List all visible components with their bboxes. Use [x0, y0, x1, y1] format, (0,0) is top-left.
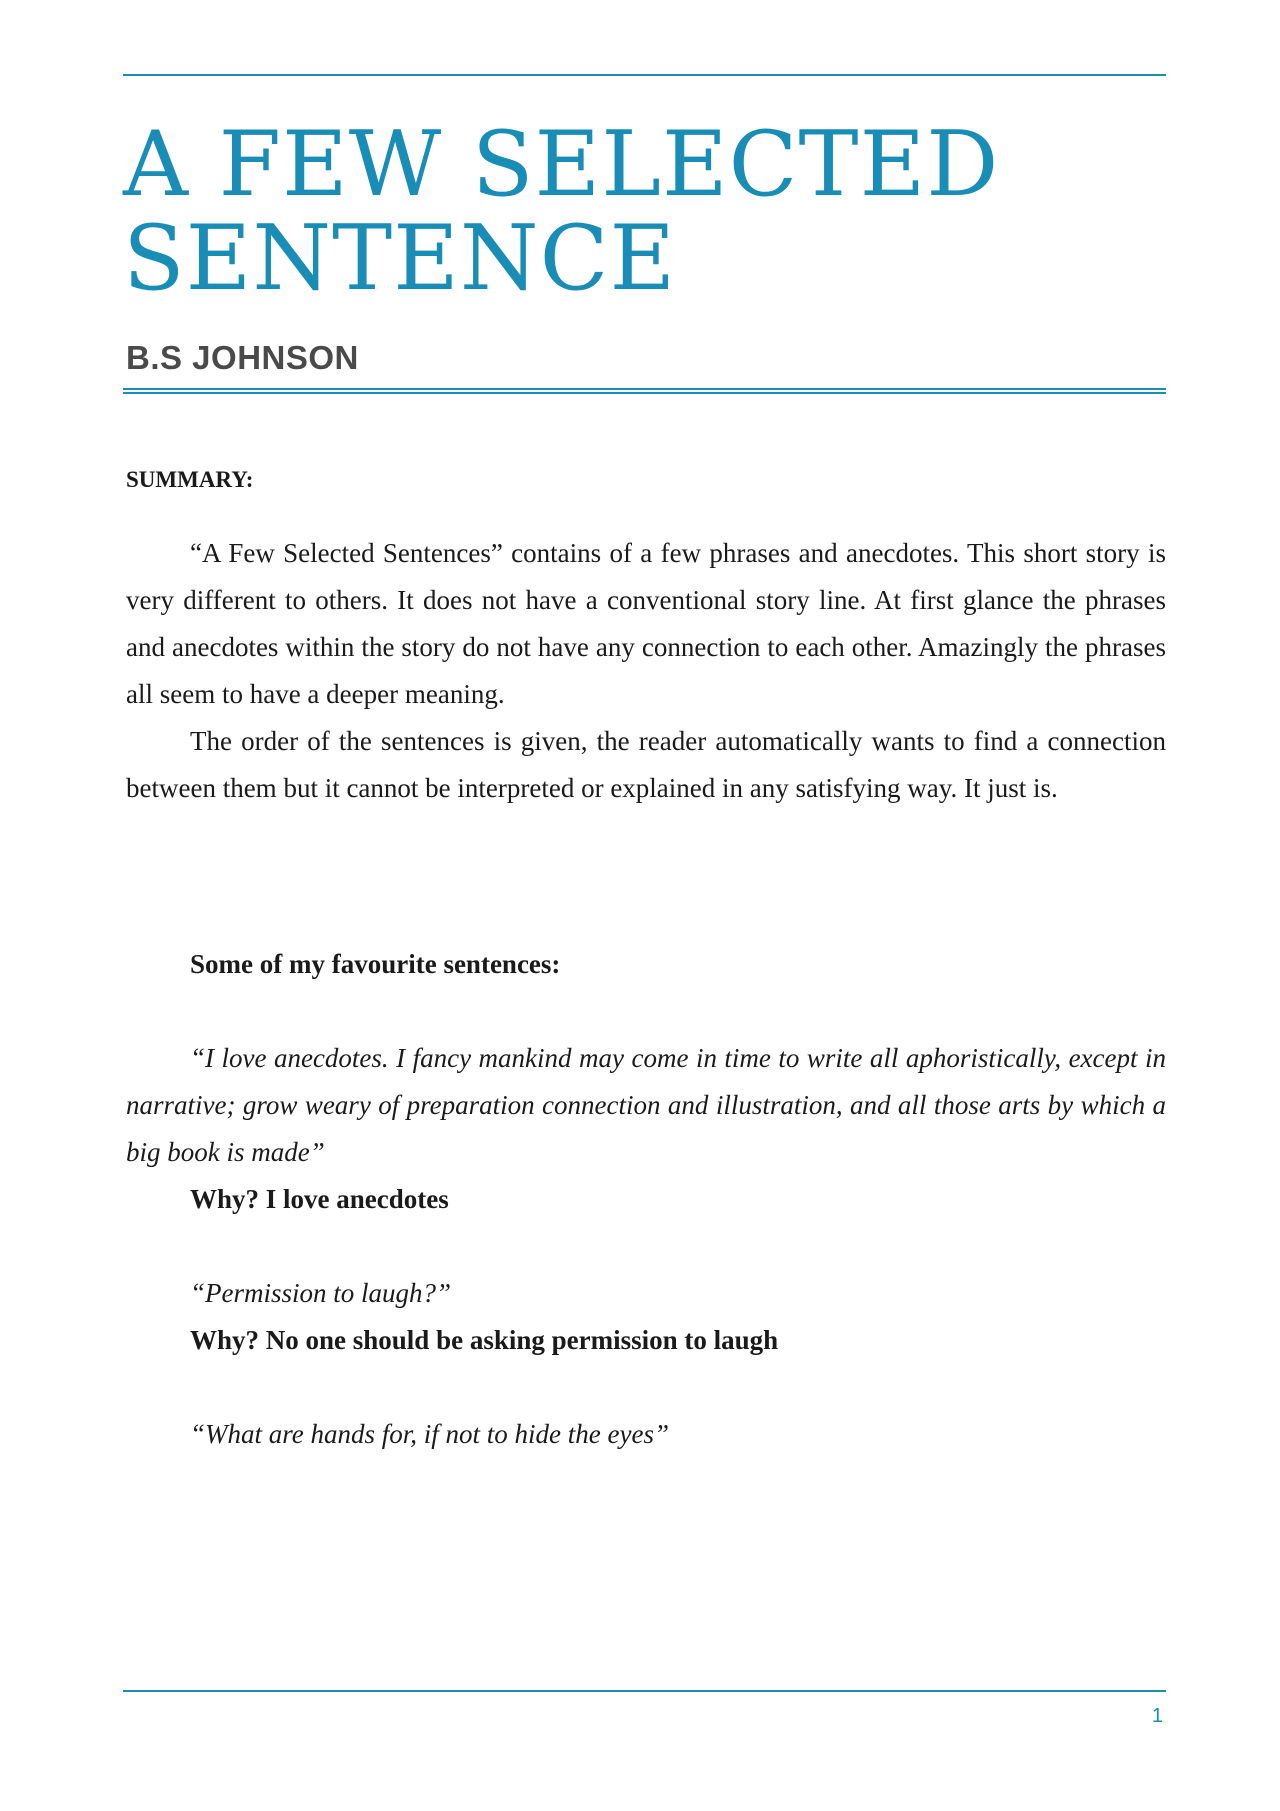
document-body	[126, 460, 1166, 1458]
title-double-rule	[123, 388, 1166, 394]
favourite-quote-1: “I love anecdotes. I fancy mankind may come in time to write all aphoristically, except in narrative; grow weary of preparation connection and illustration, and all those arts by which a big book is made”	[126, 1043, 1166, 1167]
author-name: B.S JOHNSON	[126, 339, 359, 376]
title-line-1: A FEW SELECTED	[123, 112, 1000, 217]
title-line-2: SENTENCE	[123, 206, 677, 311]
favourite-why-2: Why? No one should be asking permission to laugh	[190, 1325, 779, 1355]
document-title	[123, 112, 1163, 311]
favourites-heading: Some of my favourite sentences:	[190, 949, 561, 979]
top-rule	[123, 74, 1166, 76]
favourite-quote-3: “What are hands for, if not to hide the eyes”	[190, 1419, 669, 1449]
page-number: 1	[1151, 1705, 1163, 1727]
summary-paragraph-1: “A Few Selected Sentences” contains of a few phrases and anecdotes. This short story is very different to others. It does not have a conventional story line. At first glance the phrases and anecdotes within the story do not have any connection to each other. Amazingly the phrases all seem to have a deeper meaning.	[126, 538, 1166, 709]
summary-heading: SUMMARY:	[126, 467, 254, 492]
favourite-quote-2: “Permission to laugh?”	[190, 1278, 452, 1308]
favourite-why-1: Why? I love anecdotes	[190, 1184, 449, 1214]
summary-paragraph-2: The order of the sentences is given, the reader automatically wants to find a connection between them but it cannot be interpreted or explained in any satisfying way. It just is.	[126, 726, 1166, 803]
footer-rule	[123, 1690, 1166, 1692]
